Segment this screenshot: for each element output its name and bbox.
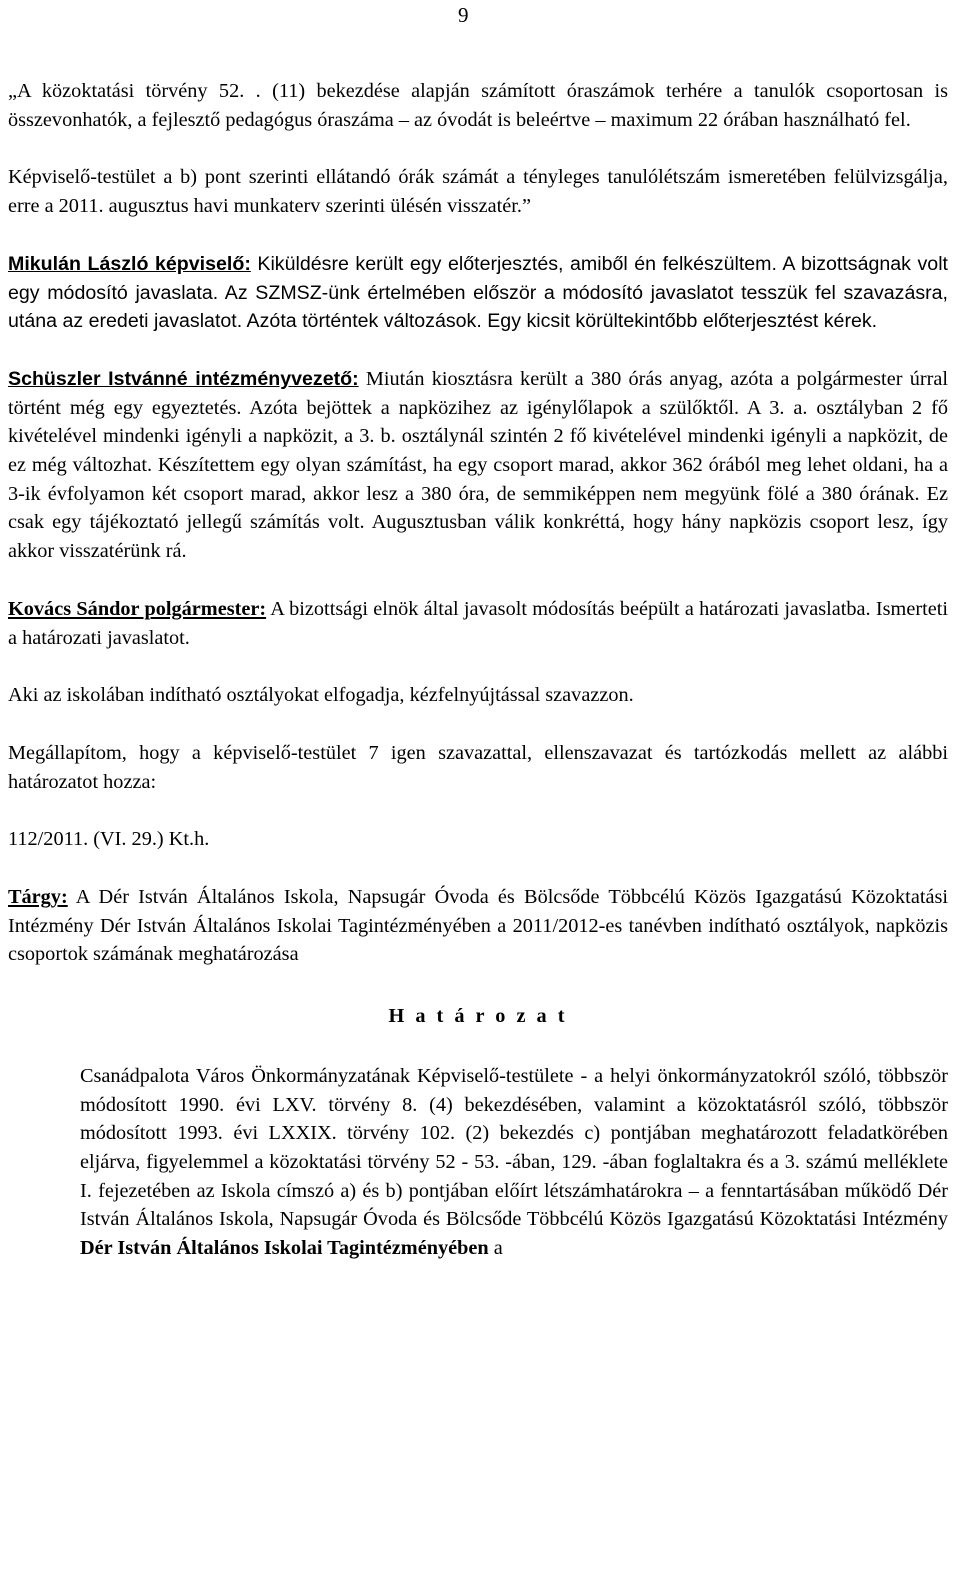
speaker-name: Kovács Sándor polgármester: bbox=[8, 597, 267, 620]
vote-result: Megállapítom, hogy a képviselő-testület 7 igen szavazattal, ellenszavazat és tartózkodás mellett az alábbi határozatot hozza: bbox=[8, 741, 948, 793]
resolution-bold-text: Dér István Általános Iskolai Tagintézményében bbox=[80, 1237, 489, 1260]
speech-mikulan bbox=[8, 250, 948, 336]
speech-text: A bizottsági elnök által javasolt módosítás beépült a határozati javaslatba. Ismerteti a határozati javaslatot. bbox=[8, 597, 948, 649]
speaker-name: Mikulán László képviselő: bbox=[8, 252, 251, 275]
subject-label: Tárgy: bbox=[8, 886, 68, 909]
resolution-text: Csanádpalota Város Önkormányzatának Képviselő-testülete - a helyi önkormányzatokról szóló, többször módosított 1990. évi LXV. törvény 8. (4) bekezdésében, valamint a közoktatásról szóló, többször módosított 1993. évi LXXIX. törvény 102. (2) bekezdés c) pontjában meghatározott feladatkörében eljárva, figyelemmel a közoktatási törvény 52 - 53. -ában, 129. -ában foglaltakra és a 3. számú melléklete I. fejezetében az Iskola címszó a) és b) pontjában előírt létszámhatárokra – a fenntartásában működő Dér István Általános Iskola, Napsugár Óvoda és Bölcsőde Többcélú Közös Igazgatású Közoktatási Intézmény bbox=[80, 1064, 948, 1231]
speech-text: Kiküldésre került egy előterjesztés, amiből én felkészültem. A bizottságnak volt egy módosító javaslata. Az SZMSZ-ünk értelmében először a módosító javaslatot tesszük fel szavazásra, utána az eredeti javaslatot. Azóta történtek változások. Egy kicsit körültekintőbb előterjesztést kérek. bbox=[8, 252, 948, 333]
resolution-end-text: a bbox=[488, 1237, 503, 1260]
resolution-number: 112/2011. (VI. 29.) Kt.h. bbox=[8, 828, 210, 851]
speech-kovacs bbox=[8, 595, 948, 652]
vote-call: Aki az iskolában indítható osztályokat elfogadja, kézfelnyújtással szavazzon. bbox=[8, 684, 634, 707]
subject-text: A Dér István Általános Iskola, Napsugár Óvoda és Bölcsőde Többcélú Közös Igazgatású Közoktatási Intézmény Dér István Általános Iskolai Tagintézményében a 2011/2012-es tanévben indítható osztályok, napközis csoportok számának meghatározása bbox=[8, 886, 948, 966]
document-body bbox=[8, 77, 948, 1263]
speech-schuszler bbox=[8, 365, 948, 566]
resolution-title: H a t á r o z a t bbox=[388, 1005, 568, 1028]
page-number: 9 bbox=[458, 3, 469, 27]
resolution-body bbox=[80, 1062, 948, 1263]
quote-paragraph-1: „A közoktatási törvény 52. . (11) bekezdése alapján számított óraszámok terhére a tanulók csoportosan is összevonhatók, a fejlesztő pedagógus óraszáma – az óvodát is beleértve – maximum 22 órában használható fel. bbox=[8, 80, 948, 131]
speech-text: Miután kiosztásra került a 380 órás anyag, azóta a polgármester úrral történt még egy egyeztetés. Azóta bejöttek a napközihez az igénylőlapok a szülőktől. A 3. a. osztályban 2 fő kivételével mindenki igényli a napközit, a 3. b. osztálynál szintén 2 fő kivételével mindenki igényli a napközit, de ez még változhat. Készítettem egy olyan számítást, ha egy csoport marad, akkor 362 órából meg lehet oldani, ha a 3-ik évfolyamon két csoport marad, akkor lesz a 380 óra, de semmiképpen nem megyünk fölé a 380 órának. Ez csak egy tájékoztató jellegű számítás volt. Augusztusban válik konkréttá, hogy hány napközis csoport lesz, így akkor visszatérünk rá. bbox=[8, 367, 948, 563]
speaker-name: Schüszler Istvánné intézményvezető: bbox=[8, 367, 359, 390]
subject-paragraph bbox=[8, 883, 948, 969]
quote-paragraph-2: Képviselő-testület a b) pont szerinti ellátandó órák számát a tényleges tanulólétszám ismeretében felülvizsgálja, erre a 2011. augusztus havi munkaterv szerinti ülésén visszatér.” bbox=[8, 166, 948, 218]
